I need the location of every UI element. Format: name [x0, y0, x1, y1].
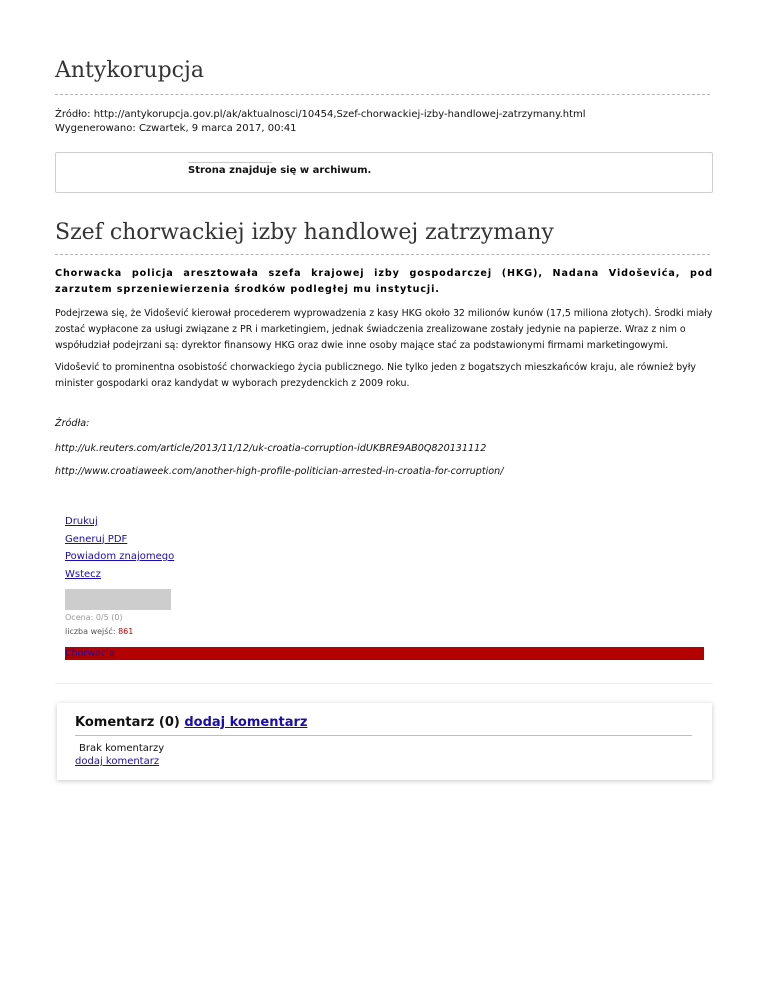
generated-date: Wygenerowano: Czwartek, 9 marca 2017, 00:41 [55, 123, 297, 134]
visit-label: liczba wejść: [65, 627, 116, 636]
comments-divider [75, 735, 692, 736]
generate-pdf-link[interactable]: Generuj PDF [65, 533, 128, 545]
sources-label: Źródła: [55, 418, 90, 429]
visit-count: 861 [118, 627, 134, 636]
article-lead: Chorwacka policja aresztowała szefa krajowej izby gospodarczej (HKG), Nadana Vidoševića, pod zarzutem sprzeniewierzenia środków podległej mu instytucji. [55, 268, 713, 295]
article-paragraph: Vidošević to prominentna osobistość chorwackiego życia publicznego. Nie tylko jeden z bogatszych mieszkańców kraju, ale również były minister gospodarki oraz kandydat w wyborach prezydenckich z 2009 roku. [55, 362, 696, 389]
source-link: http://www.croatiaweek.com/another-high-profile-politician-arrested-in-croatia-for-corruption/ [55, 466, 504, 477]
add-comment-link-bottom[interactable]: dodaj komentarz [75, 756, 160, 767]
section-separator [55, 683, 713, 684]
source-link: http://uk.reuters.com/article/2013/11/12/uk-croatia-corruption-idUKBRE9AB0Q820131112 [55, 443, 487, 454]
no-comments-text: Brak komentarzy [79, 743, 165, 754]
title-divider [55, 94, 710, 95]
rating-text: Ocena: 0/5 (0) [65, 613, 123, 622]
archive-rule [188, 162, 272, 163]
visit-counter [65, 627, 133, 636]
archive-notice-box [55, 152, 713, 193]
article-actions [65, 513, 174, 583]
comments-count: Komentarz (0) [75, 715, 180, 730]
tag-link-chorwacja[interactable]: Chorwacja [65, 648, 115, 659]
archive-notice: Strona znajduje się w archiwum. [188, 165, 372, 176]
article-paragraph: Podejrzewa się, że Vidošević kierował procederem wyprowadzenia z kasy HKG około 32 milionów kunów (17,5 miliona złotych). Środki miały zostać wypłacone za usługi związane z PR i marketingiem, jednak świadczenia zrealizowane zostały jedynie na papierze. Wraz z nim o współudział podejrzani są: dyrektor finansowy HKG oraz dwie inne osoby mające stać za podstawionymi firmami marketingowymi. [55, 308, 713, 351]
comments-heading [75, 715, 307, 730]
notify-friend-link[interactable]: Powiadom znajomego [65, 551, 175, 562]
document-meta [55, 108, 586, 136]
tag-bar [65, 647, 704, 660]
site-title: Antykorupcja [55, 58, 204, 83]
source-url: Źródło: http://antykorupcja.gov.pl/ak/aktualnosci/10454,Szef-chorwackiej-izby-handlowej-zatrzymany.html [55, 109, 586, 120]
add-comment-link[interactable]: dodaj komentarz [184, 715, 308, 730]
article-title-divider [55, 254, 710, 255]
comments-section [57, 703, 712, 780]
back-link[interactable]: Wstecz [65, 568, 101, 580]
article-title: Szef chorwackiej izby handlowej zatrzymany [55, 220, 554, 245]
rating-widget[interactable] [65, 589, 171, 610]
print-link[interactable]: Drukuj [65, 516, 98, 527]
